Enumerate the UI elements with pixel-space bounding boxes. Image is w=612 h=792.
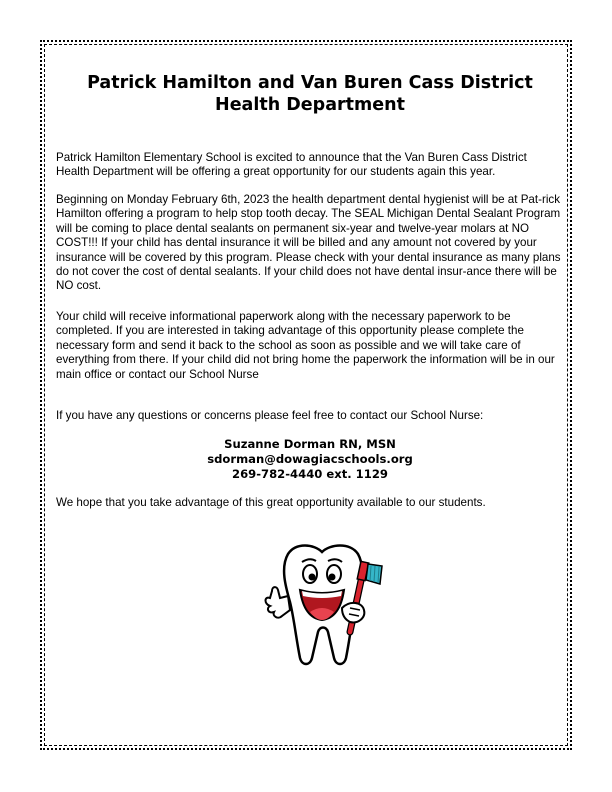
program-paragraph: Beginning on Monday February 6th, 2023 the health department dental hygienist will be at Pat-rick Hamilton offering a program to help stop tooth decay. The SEAL Michigan Dental Sealant Program will be coming to place dental sealants on permanent six-year and twelve-year molars at NO COST!!! If your child has dental insurance it will be billed and any amount not covered by your insurance will be covered by this program. Please check with your dental insurance as many plans do not cover the cost of dental sealants. If your child does not have dental insur-ance there will be NO cost. bbox=[56, 193, 561, 293]
nurse-phone: 269-782-4440 ext. 1129 bbox=[232, 467, 388, 481]
title-line-2: Health Department bbox=[215, 95, 405, 115]
questions-paragraph: If you have any questions or concerns please feel free to contact our School Nurse: bbox=[56, 409, 484, 422]
nurse-email[interactable]: sdorman@dowagiacschools.org bbox=[207, 452, 413, 466]
page-title bbox=[60, 72, 560, 116]
intro-paragraph: Patrick Hamilton Elementary School is excited to announce that the Van Buren Cass District Health Department will be offering a great opportunity for our students again this year. bbox=[56, 151, 527, 179]
title-line-1: Patrick Hamilton and Van Buren Cass District bbox=[87, 73, 533, 93]
paperwork-paragraph: Your child will receive informational paperwork along with the necessary paperwork to be completed. If you are interested in taking advantage of this opportunity please complete the necessary form and send it back to the school as soon as possible and we will take care of everything from there. If your child did not bring home the paperwork the information will be in our main office or contact our School Nurse bbox=[56, 310, 555, 381]
nurse-name: Suzanne Dorman RN, MSN bbox=[224, 437, 396, 451]
cartoon-tooth-with-toothbrush-icon bbox=[258, 540, 390, 668]
nurse-contact-block bbox=[60, 437, 560, 482]
closing-paragraph: We hope that you take advantage of this great opportunity available to our students. bbox=[56, 496, 486, 509]
